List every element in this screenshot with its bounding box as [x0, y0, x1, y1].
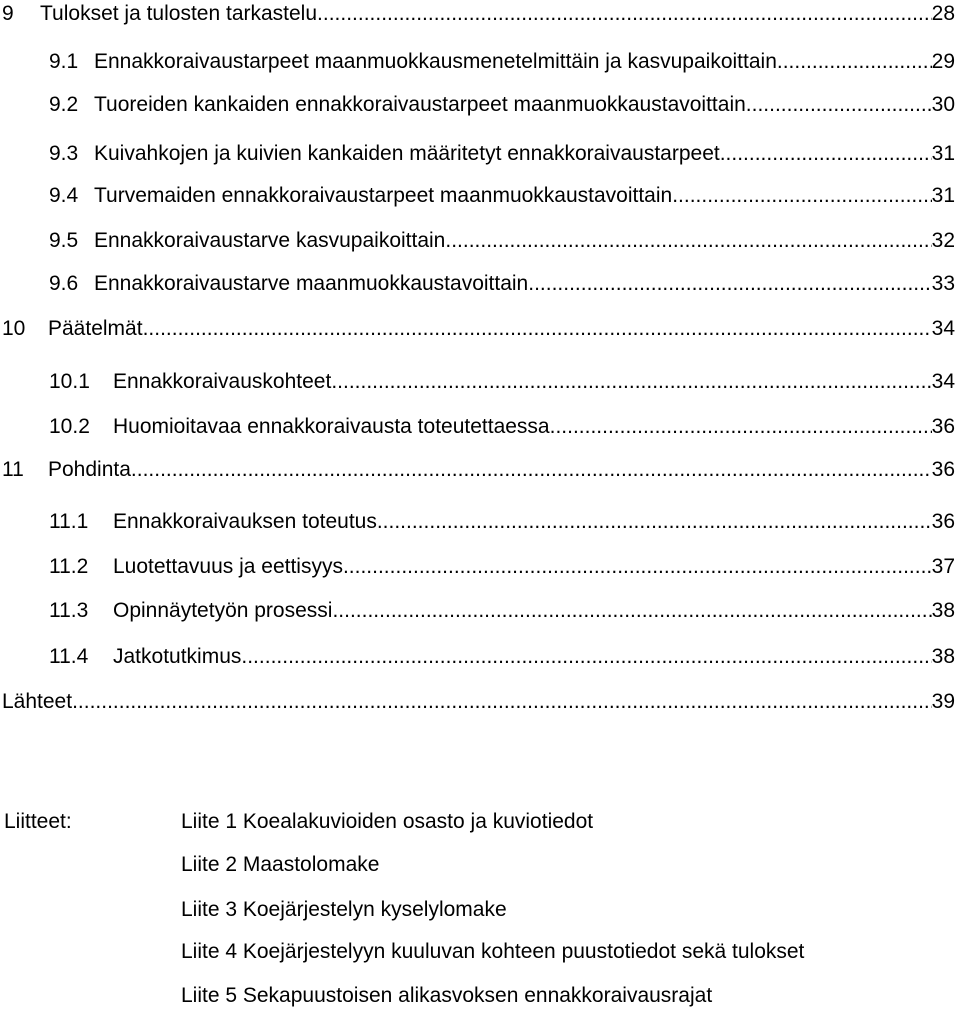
toc-entry-title: Tuoreiden kankaiden ennakkoraivaustarpeet maanmuokkaustavoittain [94, 93, 746, 116]
dot-leader [445, 227, 931, 255]
toc-entry-page: 32 [931, 229, 955, 252]
toc-entry-page: 36 [931, 415, 955, 438]
toc-entry-title: Ennakkoraivauksen toteutus [113, 510, 377, 533]
attachment-item: Liite 4 Koejärjestelyyn kuuluvan kohteen puustotiedot sekä tulokset [181, 940, 805, 963]
toc-entry-number: 9 [2, 2, 14, 25]
dot-leader [72, 688, 932, 716]
toc-entry-9-4[interactable] [49, 182, 955, 210]
dot-leader [555, 413, 931, 441]
toc-entry-9-6[interactable] [49, 270, 955, 298]
attachments-label: Liitteet: [4, 810, 72, 833]
toc-entry-number: 9.2 [49, 93, 79, 116]
toc-entry-11[interactable] [2, 456, 955, 484]
dot-leader [777, 48, 932, 76]
toc-entry-11-2[interactable] [49, 553, 955, 581]
toc-entry-page: 38 [931, 645, 955, 668]
toc-entry-title: Huomioitavaa ennakkoraivausta toteutettaessa. [113, 415, 556, 438]
toc-entry-title: Opinnäytetyön prosessi [113, 599, 333, 622]
dot-leader [332, 597, 931, 625]
toc-entry-number: 11.1 [49, 510, 89, 533]
toc-entry-number: 10.2 [49, 415, 90, 438]
toc-entry-page: 36 [931, 510, 955, 533]
toc-entry-10[interactable] [2, 315, 955, 343]
toc-entry-number: 10.1 [49, 370, 90, 393]
toc-entry-title: Päätelmät [48, 317, 143, 340]
toc-entry-10-1[interactable] [49, 368, 955, 396]
toc-entry-9[interactable] [2, 0, 955, 28]
attachment-item: Liite 1 Koealakuvioiden osasto ja kuviotiedot [181, 810, 594, 833]
toc-entry-page: 36 [931, 458, 955, 481]
attachment-item: Liite 2 Maastolomake [181, 853, 380, 876]
dot-leader [131, 456, 932, 484]
toc-entry-title: Kuivahkojen ja kuivien kankaiden määritetyt ennakkoraivaustarpeet [94, 142, 720, 165]
toc-entry-page: 34 [931, 317, 955, 340]
toc-entry-number: 11.4 [49, 645, 89, 668]
toc-entry-page: 34 [931, 370, 955, 393]
toc-entry-title: Ennakkoraivaustarve kasvupaikoittain [94, 229, 446, 252]
toc-entry-page: 38 [931, 599, 955, 622]
dot-leader [241, 643, 931, 671]
toc-entry-title: Ennakkoraivaustarpeet maanmuokkausmenetelmittäin ja kasvupaikoittain [94, 50, 777, 73]
dot-leader [672, 182, 931, 210]
toc-entry-number: 9.6 [49, 272, 79, 295]
toc-entry-9-1[interactable] [49, 48, 955, 76]
toc-entry-11-3[interactable] [49, 597, 955, 625]
toc-entry-page: 31 [931, 142, 955, 165]
toc-entry-number: 11.3 [49, 599, 89, 622]
toc-entry-title: Tulokset ja tulosten tarkastelu [40, 2, 318, 25]
toc-entry-title: Ennakkoraivaustarve maanmuokkaustavoittain [94, 272, 529, 295]
toc-entry-number: 9.3 [49, 142, 79, 165]
toc-entry-page: 29 [931, 50, 955, 73]
toc-entry-page: 28 [931, 2, 955, 25]
toc-entry-page: 33 [931, 272, 955, 295]
dot-leader [528, 270, 931, 298]
toc-entry-number: 11 [2, 458, 24, 481]
toc-entry-number: 10 [2, 317, 26, 340]
toc-entry-title: Ennakkoraivauskohteet [113, 370, 332, 393]
toc-entry-page: 31 [931, 184, 955, 207]
toc-entry-lahteet[interactable] [2, 688, 955, 716]
toc-entry-page: 30 [931, 93, 955, 116]
toc-entry-number: 9.1 [49, 50, 79, 73]
toc-entry-page: 39 [931, 690, 955, 713]
dot-leader [377, 508, 932, 536]
dot-leader [143, 315, 932, 343]
toc-entry-10-2[interactable] [49, 413, 955, 441]
dot-leader [317, 0, 932, 28]
toc-entry-page: 37 [931, 555, 955, 578]
toc-entry-title: Lähteet [2, 690, 73, 713]
attachment-item: Liite 5 Sekapuustoisen alikasvoksen ennakkoraivausrajat [181, 984, 713, 1007]
toc-entry-number: 9.5 [49, 229, 79, 252]
toc-entry-9-2[interactable] [49, 91, 955, 119]
toc-entry-11-4[interactable] [49, 643, 955, 671]
toc-entry-title: Jatkotutkimus [113, 645, 242, 668]
dot-leader [746, 91, 932, 119]
toc-entry-title: Turvemaiden ennakkoraivaustarpeet maanmuokkaustavoittain [94, 184, 673, 207]
toc-entry-number: 9.4 [49, 184, 79, 207]
toc-entry-number: 11.2 [49, 555, 89, 578]
toc-entry-9-3[interactable] [49, 140, 955, 168]
toc-entry-9-5[interactable] [49, 227, 955, 255]
toc-entry-11-1[interactable] [49, 508, 955, 536]
dot-leader [720, 140, 932, 168]
toc-entry-title: Luotettavuus ja eettisyys [113, 555, 343, 578]
dot-leader [331, 368, 931, 396]
attachment-item: Liite 3 Koejärjestelyn kyselylomake [181, 898, 507, 921]
toc-entry-title: Pohdinta [48, 458, 131, 481]
dot-leader [343, 553, 932, 581]
